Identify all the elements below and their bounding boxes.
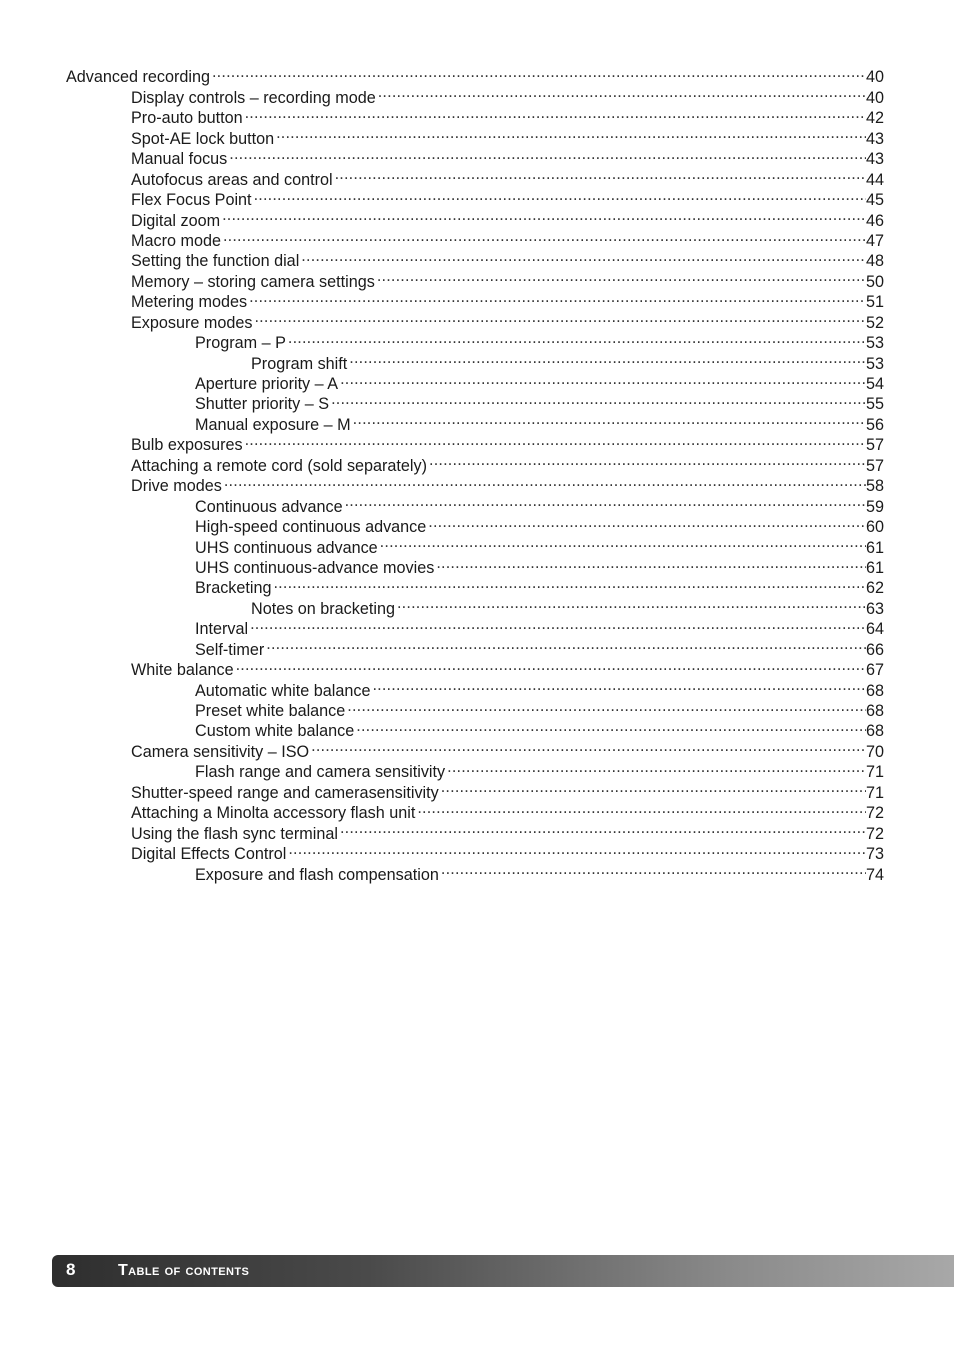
section-title: Table of contents (118, 1262, 250, 1279)
toc-entry[interactable] (0, 123, 954, 148)
dot-leader (378, 82, 866, 102)
toc-entry-title: Attaching a remote cord (sold separately) (131, 456, 428, 475)
toc-entry[interactable] (0, 266, 954, 291)
toc-entry-page-number: 57 (865, 436, 884, 455)
dot-leader (377, 266, 866, 286)
dot-leader (254, 307, 866, 327)
toc-entry-page-number: 61 (865, 558, 884, 577)
toc-entry-title: Drive modes (131, 477, 222, 496)
toc-entry-page-number: 68 (865, 722, 884, 741)
toc-entry[interactable] (0, 62, 954, 87)
dot-leader (428, 512, 866, 532)
dot-leader (301, 246, 866, 266)
toc-entry-title: High-speed continuous advance (195, 518, 427, 537)
dot-leader (372, 675, 866, 695)
toc-entry-title: Bulb exposures (131, 436, 243, 455)
dot-leader (347, 696, 866, 716)
toc-entry-page-number: 60 (865, 518, 884, 537)
toc-entry-page-number: 54 (865, 375, 884, 393)
toc-entry-title: Digital zoom (131, 211, 221, 230)
toc-entry-title: Program – P (195, 334, 286, 353)
toc-entry[interactable] (0, 389, 954, 414)
toc-entry-title: Preset white balance (195, 702, 346, 720)
dot-leader (397, 593, 866, 613)
toc-entry-title: Using the flash sync terminal (131, 824, 338, 843)
toc-entry-page-number: 68 (865, 702, 884, 720)
toc-entry[interactable] (0, 328, 954, 353)
toc-entry-title: Exposure and flash compensation (195, 865, 439, 884)
dot-leader (224, 471, 866, 491)
toc-entry[interactable] (0, 614, 954, 639)
dot-leader (441, 859, 866, 879)
toc-entry-page-number: 66 (865, 640, 884, 659)
toc-entry[interactable] (0, 532, 954, 557)
toc-entry-title: Macro mode (131, 231, 221, 250)
dot-leader (349, 348, 866, 368)
toc-entry-page-number: 71 (865, 763, 884, 782)
dot-leader (436, 553, 866, 573)
toc-entry[interactable] (0, 471, 954, 496)
toc-entry-title: Exposure modes (131, 313, 253, 332)
toc-entry[interactable] (0, 798, 954, 823)
dot-leader (345, 491, 866, 511)
table-of-contents-list (0, 62, 954, 884)
toc-entry[interactable] (0, 369, 954, 393)
toc-entry-page-number: 51 (865, 293, 884, 312)
toc-entry-title: Flex Focus Point (131, 191, 252, 210)
toc-entry-title: Metering modes (131, 293, 248, 312)
toc-entry-title: UHS continuous-advance movies (195, 558, 435, 577)
dot-leader (276, 123, 866, 143)
dot-leader (380, 532, 866, 552)
toc-entry-title: Setting the function dial (131, 252, 300, 271)
dot-leader (356, 716, 866, 736)
toc-entry[interactable] (0, 777, 954, 802)
toc-entry-title: Attaching a Minolta accessory flash unit (131, 804, 416, 823)
dot-leader (245, 430, 866, 450)
toc-entry[interactable] (0, 716, 954, 741)
dot-leader (229, 144, 866, 164)
dot-leader (222, 205, 866, 225)
toc-entry[interactable] (0, 512, 954, 537)
dot-leader (249, 287, 866, 307)
toc-entry[interactable] (0, 553, 954, 577)
toc-entry[interactable] (0, 185, 954, 210)
dot-leader (340, 818, 866, 838)
toc-entry-page-number: 72 (865, 824, 884, 843)
toc-entry[interactable] (0, 226, 954, 250)
toc-entry-title: Shutter priority – S (195, 395, 330, 414)
toc-entry-page-number: 67 (865, 661, 884, 680)
dot-leader (288, 839, 866, 859)
toc-entry-page-number: 43 (865, 129, 884, 148)
toc-entry-title: Shutter-speed range and camerasensitivity (131, 783, 439, 802)
toc-entry[interactable] (0, 205, 954, 230)
toc-entry[interactable] (0, 307, 954, 332)
toc-entry-page-number: 53 (865, 334, 884, 353)
toc-entry-title: Digital Effects Control (131, 845, 287, 864)
toc-entry[interactable] (0, 839, 954, 864)
toc-entry-title: UHS continuous advance (195, 538, 378, 557)
toc-entry-title: Notes on bracketing (251, 599, 395, 618)
toc-entry[interactable] (0, 696, 954, 720)
toc-entry[interactable] (0, 164, 954, 189)
toc-entry-title: Manual exposure – M (195, 415, 351, 434)
toc-entry-title: Automatic white balance (195, 681, 371, 700)
toc-entry[interactable] (0, 409, 954, 434)
dot-leader (288, 328, 866, 348)
toc-entry-page-number: 40 (865, 68, 884, 87)
toc-entry-page-number: 44 (865, 170, 884, 189)
dot-leader (254, 185, 866, 205)
toc-entry[interactable] (0, 246, 954, 271)
toc-entry-page-number: 73 (865, 845, 884, 864)
toc-entry[interactable] (0, 859, 954, 884)
dot-leader (273, 573, 866, 593)
toc-entry[interactable] (0, 348, 954, 373)
toc-entry-title: Spot-AE lock button (131, 129, 275, 148)
toc-entry-page-number: 70 (865, 742, 884, 761)
toc-entry-page-number: 47 (865, 231, 884, 250)
dot-leader (212, 62, 866, 82)
toc-entry-title: Interval (195, 620, 249, 639)
page-number: 8 (66, 1260, 76, 1279)
toc-entry[interactable] (0, 103, 954, 128)
toc-entry[interactable] (0, 430, 954, 455)
toc-entry-page-number: 64 (865, 620, 884, 639)
toc-entry[interactable] (0, 573, 954, 598)
toc-entry[interactable] (0, 593, 954, 618)
toc-entry-page-number: 46 (865, 211, 884, 230)
toc-entry-page-number: 71 (865, 783, 884, 802)
toc-entry-title: Program shift (251, 354, 348, 373)
toc-entry-title: Aperture priority – A (195, 375, 339, 393)
dot-leader (429, 450, 866, 470)
toc-entry-page-number: 62 (865, 579, 884, 598)
toc-entry-title: Manual focus (131, 150, 228, 169)
toc-entry[interactable] (0, 757, 954, 782)
toc-entry-page-number: 52 (865, 313, 884, 332)
toc-entry-title: Self-timer (195, 640, 265, 659)
toc-entry-page-number: 45 (865, 191, 884, 210)
toc-entry-page-number: 57 (865, 456, 884, 475)
toc-entry-page-number: 74 (865, 865, 884, 884)
dot-leader (340, 369, 866, 389)
dot-leader (417, 798, 866, 818)
toc-entry-title: Pro-auto button (131, 109, 243, 128)
toc-entry[interactable] (0, 655, 954, 680)
toc-entry-title: Custom white balance (195, 722, 355, 741)
toc-entry-page-number: 50 (865, 272, 884, 291)
dot-leader (441, 777, 866, 797)
toc-entry-title: Camera sensitivity – ISO (131, 742, 310, 761)
dot-leader (447, 757, 866, 777)
toc-entry-page-number: 43 (865, 150, 884, 169)
toc-entry[interactable] (0, 144, 954, 169)
dot-leader (353, 409, 866, 429)
toc-entry-title: Flash range and camera sensitivity (195, 763, 446, 782)
toc-entry-title: Bracketing (195, 579, 272, 598)
toc-entry[interactable] (0, 287, 954, 312)
dot-leader (335, 164, 866, 184)
dot-leader (223, 226, 866, 246)
dot-leader (250, 614, 866, 634)
dot-leader (236, 655, 866, 675)
toc-entry[interactable] (0, 736, 954, 761)
toc-entry[interactable] (0, 675, 954, 700)
toc-entry-page-number: 48 (865, 252, 884, 271)
toc-entry-page-number: 53 (865, 354, 884, 373)
toc-entry-title: Memory – storing camera settings (131, 272, 375, 291)
dot-leader (311, 736, 866, 756)
dot-leader (331, 389, 866, 409)
toc-entry-page-number: 59 (865, 497, 884, 516)
toc-entry-page-number: 56 (865, 415, 884, 434)
toc-entry[interactable] (0, 82, 954, 107)
toc-entry[interactable] (0, 634, 954, 659)
toc-entry-page-number: 40 (865, 88, 884, 107)
toc-entry-title: Display controls – recording mode (131, 88, 376, 107)
toc-entry-page-number: 63 (865, 599, 884, 618)
toc-entry[interactable] (0, 450, 954, 475)
toc-entry[interactable] (0, 491, 954, 516)
toc-entry-page-number: 61 (865, 538, 884, 557)
toc-entry[interactable] (0, 818, 954, 843)
toc-entry-title: Autofocus areas and control (131, 170, 333, 189)
toc-entry-page-number: 42 (865, 109, 884, 128)
toc-entry-page-number: 68 (865, 681, 884, 700)
toc-entry-page-number: 72 (865, 804, 884, 823)
dot-leader (245, 103, 866, 123)
toc-entry-title: Continuous advance (195, 497, 343, 516)
toc-entry-page-number: 55 (865, 395, 884, 414)
toc-entry-page-number: 58 (865, 477, 884, 496)
toc-entry-title: White balance (131, 661, 234, 680)
toc-entry-title: Advanced recording (66, 68, 210, 87)
dot-leader (266, 634, 866, 654)
